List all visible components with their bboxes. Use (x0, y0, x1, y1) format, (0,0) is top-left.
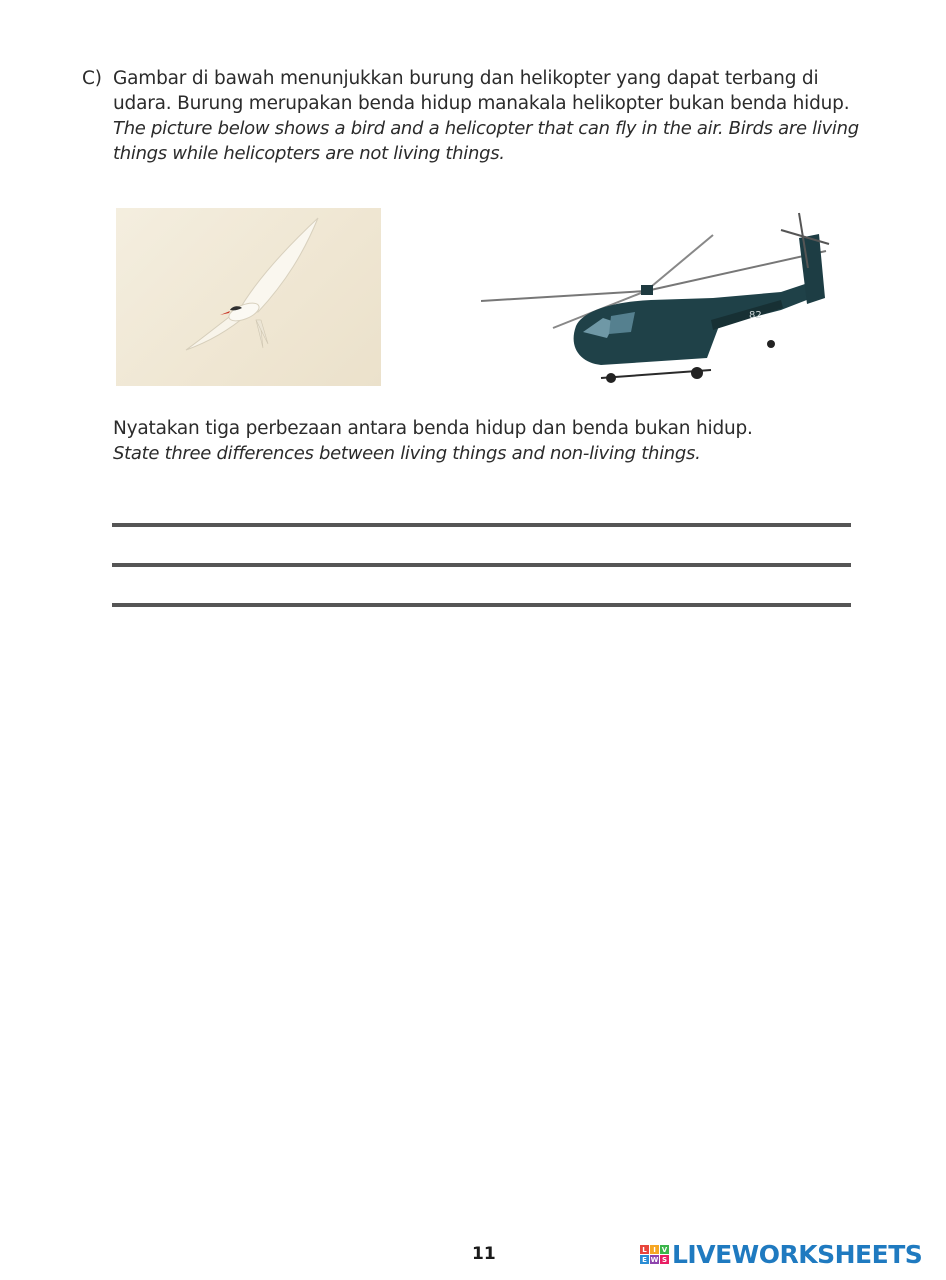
brand-tile: S (661, 1255, 668, 1264)
brand-tile: I (650, 1245, 659, 1254)
brand-tile: V (661, 1245, 668, 1254)
instruction-block (113, 416, 873, 466)
brand-tile: W (650, 1255, 659, 1264)
instruction-malay: Nyatakan tiga perbezaan antara benda hidup dan benda bukan hidup. (113, 418, 753, 439)
instruction-english: State three differences between living things and non-living things. (113, 443, 701, 464)
helicopter-photo (481, 208, 856, 394)
helicopter-illustration (481, 208, 856, 394)
question-english-text: The picture below shows a bird and a helicopter that can fly in the air. Birds are living things while helicopters are not living things. (113, 118, 859, 164)
answer-field-2[interactable] (112, 563, 851, 567)
brand-text: LIVEWORKSHEETS (672, 1240, 923, 1269)
answer-field-1[interactable] (112, 523, 851, 527)
bird-illustration (116, 208, 381, 386)
brand-tile: E (640, 1255, 649, 1264)
brand-tile: L (640, 1245, 649, 1254)
question-block (82, 66, 872, 166)
question-malay-row (82, 66, 872, 116)
helicopter-marking: 82 (749, 310, 762, 321)
answer-field-3[interactable] (112, 603, 851, 607)
brand-tiles-icon (640, 1245, 669, 1264)
question-label: C) (82, 68, 102, 89)
liveworksheets-logo (640, 1240, 922, 1269)
question-malay-text: Gambar di bawah menunjukkan burung dan helikopter yang dapat terbang di udara. Burung merupakan benda hidup manakala helikopter bukan benda hidup. (113, 68, 850, 114)
photos-row (116, 208, 854, 394)
bird-photo (116, 208, 381, 386)
page-number: 11 (472, 1244, 496, 1264)
